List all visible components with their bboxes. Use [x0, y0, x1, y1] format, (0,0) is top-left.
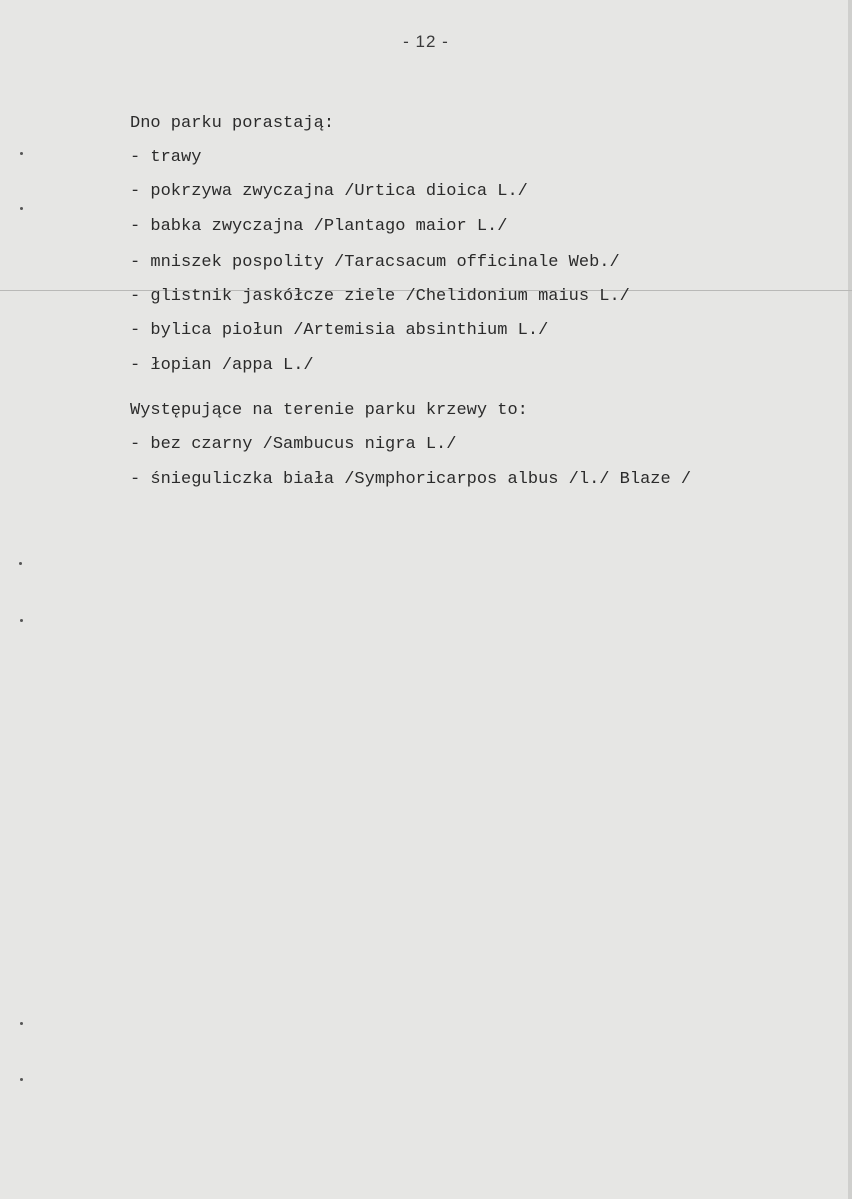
list-item: - śnieguliczka biała /Symphoricarpos albus /l./ Blaze / [130, 470, 692, 489]
scan-speck [20, 619, 23, 622]
scan-speck [20, 1022, 23, 1025]
list-item: - mniszek pospolity /Taracsacum officinale Web./ [130, 253, 620, 272]
scan-speck [20, 152, 23, 155]
section-heading-shrubs: Występujące na terenie parku krzewy to: [130, 401, 528, 420]
list-item: - trawy [130, 148, 202, 167]
list-item: - bylica piołun /Artemisia absinthium L./ [130, 321, 549, 340]
section-heading-ground-cover: Dno parku porastają: [130, 114, 335, 133]
list-item: - bez czarny /Sambucus nigra L./ [130, 435, 457, 454]
scan-speck [20, 1078, 23, 1081]
scan-speck [19, 562, 22, 565]
list-item: - pokrzywa zwyczajna /Urtica dioica L./ [130, 182, 528, 201]
page-edge-shadow [848, 0, 852, 1199]
list-item: - babka zwyczajna /Plantago maior L./ [130, 217, 508, 236]
page-number: - 12 - [403, 32, 449, 51]
list-item: - łopian /appa L./ [130, 356, 314, 375]
scan-speck [20, 207, 23, 210]
list-item: - glistnik jaskółcze ziele /Chelidonium maius L./ [130, 287, 630, 306]
